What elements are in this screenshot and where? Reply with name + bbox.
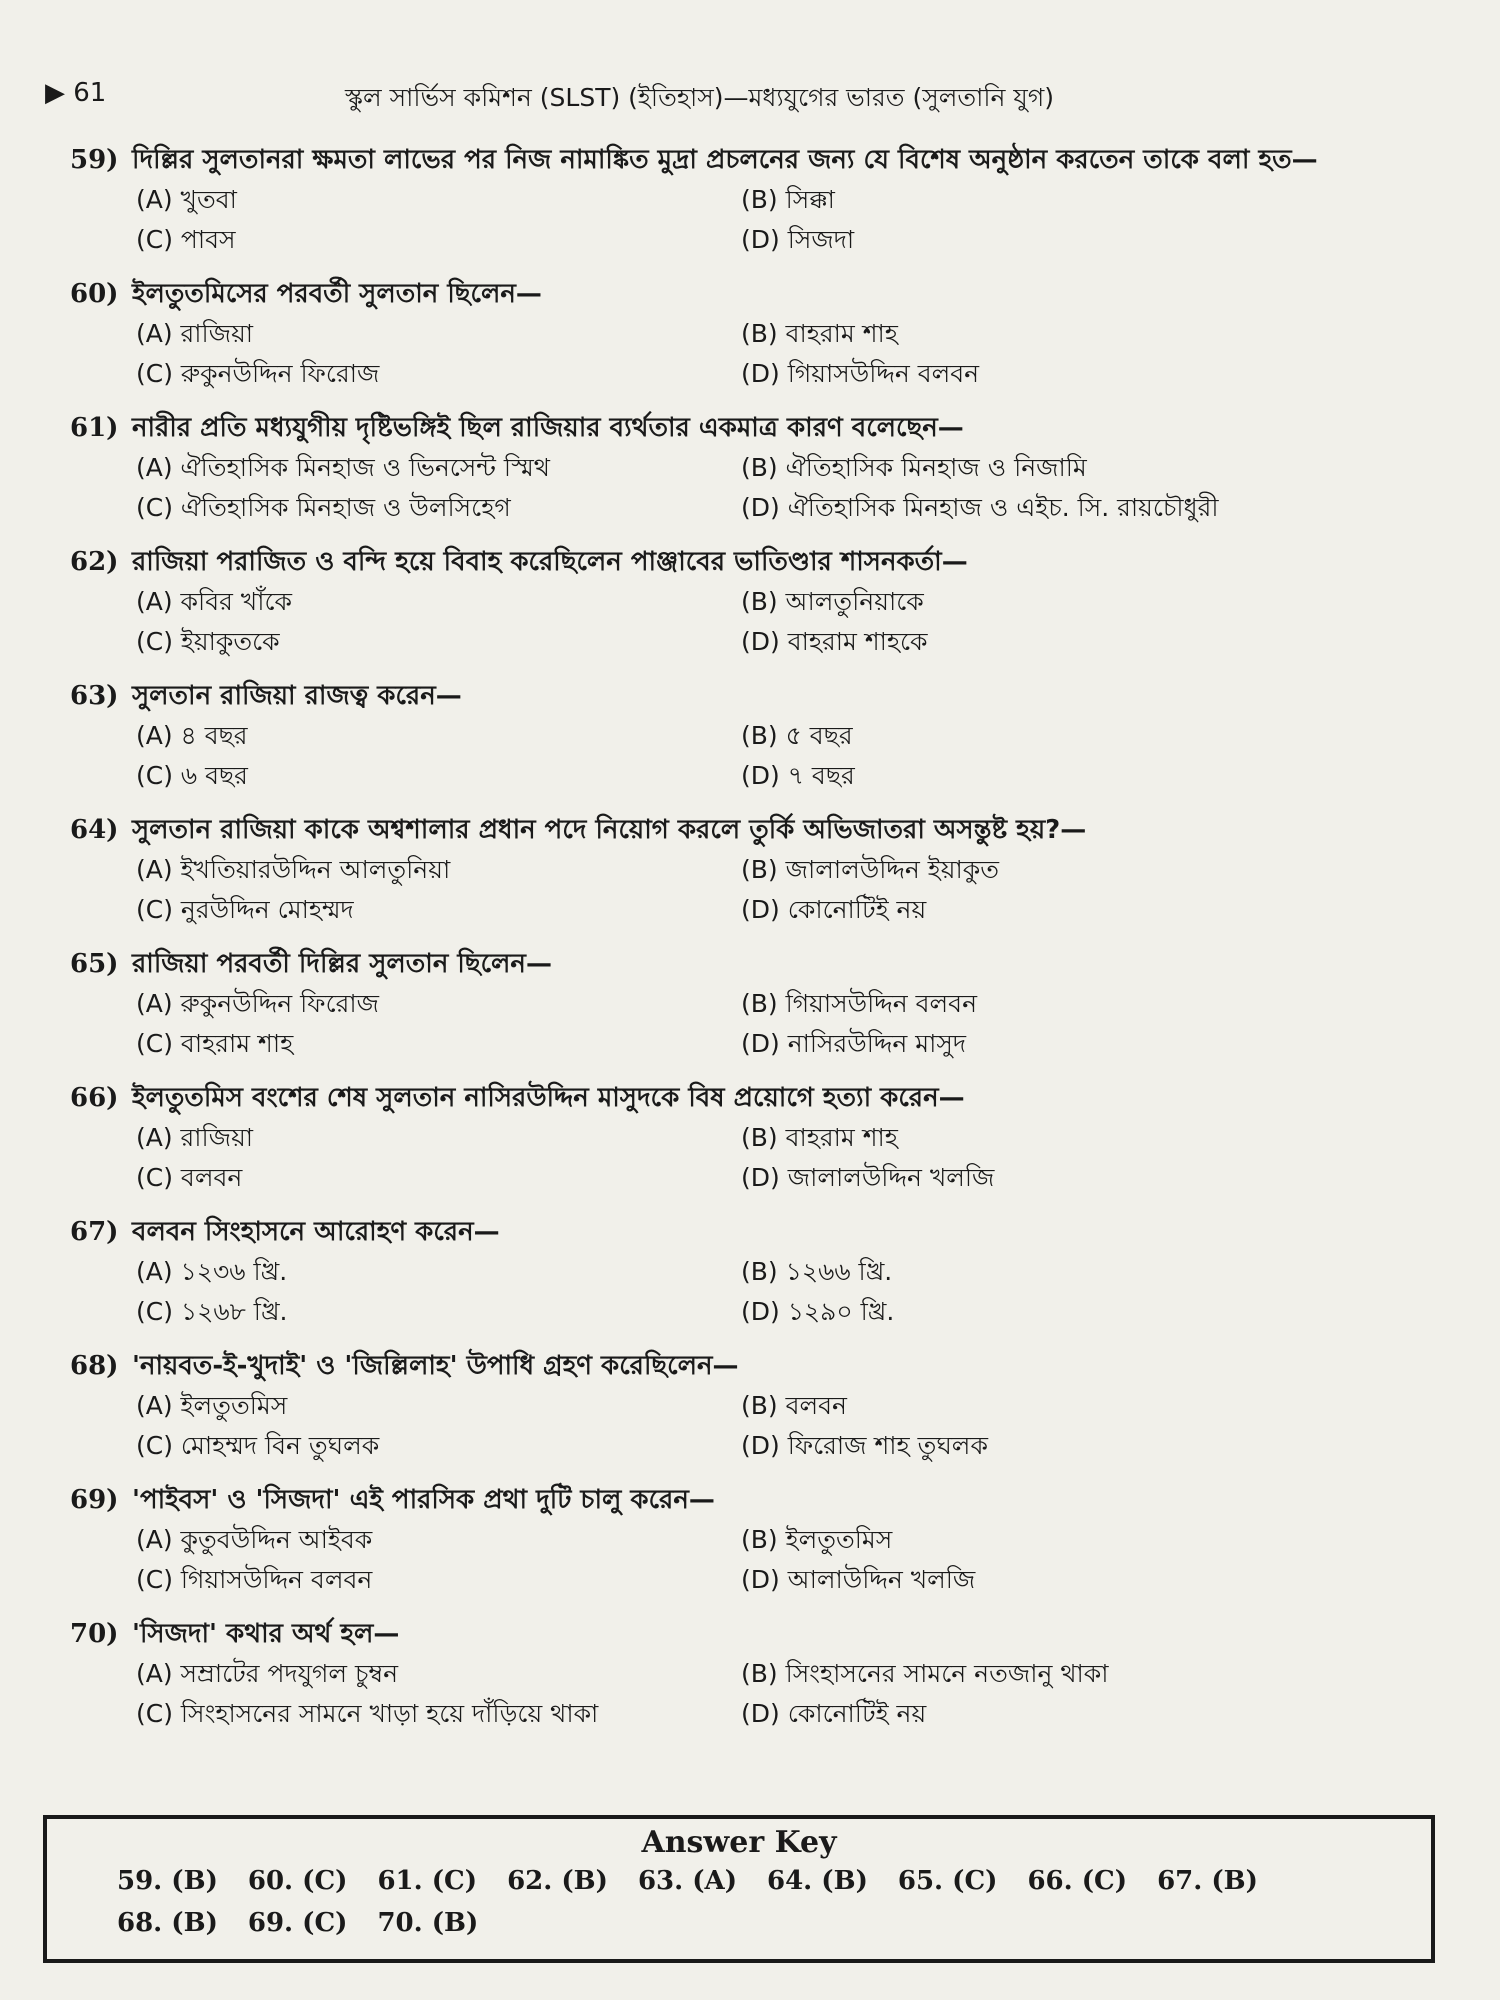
question-text: [70, 408, 1460, 448]
question-stem: রাজিয়া পরাজিত ও বন্দি হয়ে বিবাহ করেছিলেন পাঞ্জাবের ভাতিণ্ডার শাসনকর্তা—: [132, 547, 968, 577]
option-item: (A) ইলতুতমিস: [136, 1391, 288, 1420]
question-stem: ইলতুতমিস বংশের শেষ সুলতান নাসিরউদ্দিন মাসুদকে বিষ প্রয়োগে হত্যা করেন—: [132, 1083, 965, 1113]
question-item: [70, 140, 1460, 260]
answer-key-title: Answer Key: [641, 1825, 837, 1860]
option-item: (C) বলবন: [136, 1163, 243, 1192]
question-text: [70, 1346, 1460, 1386]
question-number: 59): [70, 145, 119, 175]
option-item: (A) ঐতিহাসিক মিনহাজ ও ভিনসেন্ট স্মিথ: [136, 453, 550, 482]
answer-key-item: 67. (B): [1157, 1866, 1258, 1896]
question-text: [70, 1212, 1460, 1252]
question-item: [70, 810, 1460, 930]
answer-key-item: 62. (B): [507, 1866, 608, 1896]
option-item: (D) কোনোটিই নয়: [741, 1699, 927, 1728]
option-list: [70, 314, 1460, 394]
question-item: [70, 1346, 1460, 1466]
option-item: (D) বাহরাম শাহকে: [741, 627, 928, 656]
option-list: [70, 850, 1460, 930]
question-stem: 'পাইবস' ও 'সিজদা' এই পারসিক প্রথা দুটি চালু করেন—: [132, 1485, 715, 1515]
option-item: (C) ইয়াকুতকে: [136, 627, 280, 656]
question-text: [70, 676, 1460, 716]
answer-key-item: 63. (A): [637, 1866, 737, 1896]
option-item: (B) ১২৬৬ খ্রি.: [741, 1257, 893, 1286]
option-item: (B) আলতুনিয়াকে: [741, 587, 924, 616]
option-item: (D) আলাউদ্দিন খলজি: [741, 1565, 976, 1594]
option-item: (D) কোনোটিই নয়: [741, 895, 927, 924]
option-item: (D) নাসিরউদ্দিন মাসুদ: [741, 1029, 967, 1058]
question-item: [70, 274, 1460, 394]
option-item: (D) সিজদা: [741, 225, 855, 254]
answer-key-item: 68. (B): [117, 1908, 218, 1938]
option-list: [70, 716, 1460, 796]
question-text: [70, 140, 1460, 180]
question-number: 68): [70, 1351, 119, 1381]
option-list: [70, 180, 1460, 260]
question-number: 65): [70, 949, 119, 979]
answer-key-box: [43, 1815, 1435, 1963]
answer-key-item: 61. (C): [377, 1866, 478, 1896]
answer-key-row: [47, 1860, 1431, 1902]
option-item: (A) ১২৩৬ খ্রি.: [136, 1257, 288, 1286]
option-item: (C) রুকুনউদ্দিন ফিরোজ: [136, 359, 380, 388]
question-item: [70, 1614, 1460, 1734]
option-list: [70, 984, 1460, 1064]
option-item: (C) মোহম্মদ বিন তুঘলক: [136, 1431, 380, 1460]
option-item: (B) গিয়াসউদ্দিন বলবন: [741, 989, 978, 1018]
option-item: (A) রুকুনউদ্দিন ফিরোজ: [136, 989, 379, 1018]
question-item: [70, 676, 1460, 796]
option-item: (A) ইখতিয়ারউদ্দিন আলতুনিয়া: [136, 855, 451, 884]
option-item: (B) সিংহাসনের সামনে নতজানু থাকা: [741, 1659, 1109, 1688]
question-text: [70, 944, 1460, 984]
question-stem: সুলতান রাজিয়া কাকে অশ্বশালার প্রধান পদে নিয়োগ করলে তুর্কি অভিজাতরা অসন্তুষ্ট হয়?—: [132, 815, 1087, 845]
option-item: (C) সিংহাসনের সামনে খাড়া হয়ে দাঁড়িয়ে থাকা: [136, 1699, 599, 1728]
option-item: (A) রাজিয়া: [136, 319, 254, 348]
option-item: (D) ১২৯০ খ্রি.: [741, 1297, 895, 1326]
question-text: [70, 542, 1460, 582]
answer-key-row: [47, 1902, 1431, 1944]
page-header: [45, 78, 1455, 118]
question-item: [70, 542, 1460, 662]
option-item: (D) জালালউদ্দিন খলজি: [741, 1163, 995, 1192]
option-list: [70, 1520, 1460, 1600]
answer-key-item: 66. (C): [1027, 1866, 1128, 1896]
answer-key-item: 64. (B): [767, 1866, 868, 1896]
option-item: (D) গিয়াসউদ্দিন বলবন: [741, 359, 980, 388]
option-item: (C) ১২৬৮ খ্রি.: [136, 1297, 288, 1326]
question-number: 64): [70, 815, 119, 845]
question-number: 62): [70, 547, 119, 577]
question-list: [70, 140, 1460, 1748]
option-item: (A) রাজিয়া: [136, 1123, 254, 1152]
option-item: (C) গিয়াসউদ্দিন বলবন: [136, 1565, 373, 1594]
option-item: (B) বাহরাম শাহ: [741, 319, 898, 348]
answer-key-item: 59. (B): [117, 1866, 218, 1896]
question-item: [70, 1078, 1460, 1198]
question-item: [70, 1480, 1460, 1600]
option-item: (B) বলবন: [741, 1391, 847, 1420]
question-number: 63): [70, 681, 119, 711]
question-text: [70, 1480, 1460, 1520]
option-item: (C) ঐতিহাসিক মিনহাজ ও উলসিহেগ: [136, 493, 511, 522]
option-item: (D) ফিরোজ শাহ তুঘলক: [741, 1431, 988, 1460]
question-item: [70, 408, 1460, 528]
question-number: 60): [70, 279, 119, 309]
option-list: [70, 1386, 1460, 1466]
option-item: (B) বাহরাম শাহ: [741, 1123, 898, 1152]
option-item: (C) নুরউদ্দিন মোহম্মদ: [136, 895, 354, 924]
option-item: (D) ঐতিহাসিক মিনহাজ ও এইচ. সি. রায়চৌধুরী: [741, 493, 1219, 522]
answer-key-item: 70. (B): [377, 1908, 479, 1938]
option-item: (A) সম্রাটের পদযুগল চুম্বন: [136, 1659, 399, 1688]
option-item: (B) ঐতিহাসিক মিনহাজ ও নিজামি: [741, 453, 1087, 482]
option-item: (C) ৬ বছর: [136, 761, 248, 790]
question-stem: 'নায়বত-ই-খুদাই' ও 'জিল্লিলাহ' উপাধি গ্রহণ করেছিলেন—: [132, 1351, 739, 1381]
question-number: 61): [70, 413, 119, 443]
answer-key-item: 69. (C): [247, 1908, 348, 1938]
question-stem: ইলতুতমিসের পরবর্তী সুলতান ছিলেন—: [132, 279, 542, 309]
question-stem: বলবন সিংহাসনে আরোহণ করেন—: [132, 1217, 500, 1247]
option-item: (B) সিক্কা: [741, 185, 835, 214]
option-item: (B) ৫ বছর: [741, 721, 853, 750]
question-number: 66): [70, 1083, 119, 1113]
option-list: [70, 582, 1460, 662]
option-item: (C) পাবস: [136, 225, 236, 254]
option-item: (D) ৭ বছর: [741, 761, 855, 790]
question-text: [70, 274, 1460, 314]
option-list: [70, 448, 1460, 528]
question-text: [70, 1614, 1460, 1654]
option-list: [70, 1654, 1460, 1734]
question-item: [70, 944, 1460, 1064]
option-item: (B) জালালউদ্দিন ইয়াকুত: [741, 855, 999, 884]
option-item: (B) ইলতুতমিস: [741, 1525, 893, 1554]
question-number: 67): [70, 1217, 119, 1247]
option-item: (A) কবির খাঁকে: [136, 587, 293, 616]
question-stem: 'সিজদা' কথার অর্থ হল—: [132, 1619, 400, 1649]
question-stem: সুলতান রাজিয়া রাজত্ব করেন—: [132, 681, 462, 711]
option-item: (A) ৪ বছর: [136, 721, 248, 750]
question-text: [70, 810, 1460, 850]
question-stem: দিল্লির সুলতানরা ক্ষমতা লাভের পর নিজ নামাঙ্কিত মুদ্রা প্রচলনের জন্য যে বিশেষ অনুষ্ঠান করতেন তাকে বলা হত—: [132, 145, 1318, 175]
option-item: (A) খুতবা: [136, 185, 237, 214]
page-number: ▶ 61: [45, 78, 107, 108]
option-list: [70, 1252, 1460, 1332]
question-text: [70, 1078, 1460, 1118]
option-list: [70, 1118, 1460, 1198]
answer-key-item: 65. (C): [897, 1866, 998, 1896]
question-number: 70): [70, 1619, 119, 1649]
option-item: (C) বাহরাম শাহ: [136, 1029, 294, 1058]
answer-key-item: 60. (C): [247, 1866, 348, 1896]
question-stem: রাজিয়া পরবর্তী দিল্লির সুলতান ছিলেন—: [132, 949, 552, 979]
option-item: (A) কুতুবউদ্দিন আইবক: [136, 1525, 373, 1554]
question-number: 69): [70, 1485, 119, 1515]
question-item: [70, 1212, 1460, 1332]
running-title: স্কুল সার্ভিস কমিশন (SLST) (ইতিহাস)—মধ্যযুগের ভারত (সুলতানি যুগ): [345, 83, 1054, 112]
question-stem: নারীর প্রতি মধ্যযুগীয় দৃষ্টিভঙ্গিই ছিল রাজিয়ার ব্যর্থতার একমাত্র কারণ বলেছেন—: [132, 413, 964, 443]
